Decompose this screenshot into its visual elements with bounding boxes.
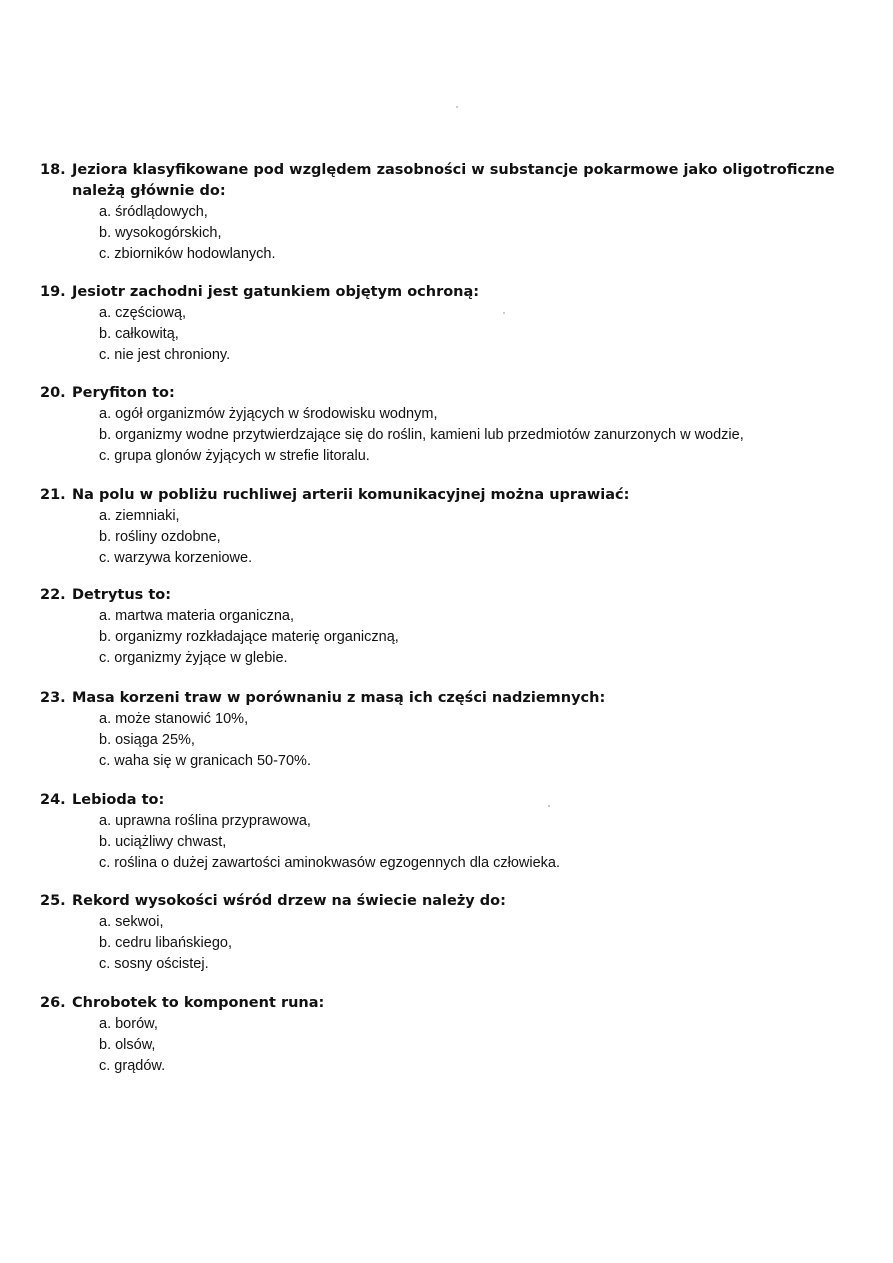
question-heading [40,383,860,404]
question-text: Detrytus to: [72,587,172,603]
answer-list [40,811,860,874]
answer-b: b. całkowitą, [99,326,179,342]
answer-c: c. grądów. [99,1058,166,1074]
question-heading [40,993,860,1014]
question-number: 19. [40,284,66,300]
answer-a: a. sekwoi, [99,914,164,930]
answer-c: c. waha się w granicach 50-70%. [99,753,311,769]
answer-b: b. olsów, [99,1037,156,1053]
question-text: Rekord wysokości wśród drzew na świecie należy do: [72,893,506,909]
question-text: Lebioda to: [72,792,165,808]
answer-list [40,912,860,975]
question-number: 22. [40,587,66,603]
answer-b: b. rośliny ozdobne, [99,529,221,545]
question-heading [40,688,860,709]
answer-c: c. organizmy żyjące w glebie. [99,650,288,666]
answer-a: a. może stanowić 10%, [99,711,249,727]
question-text: Jesiotr zachodni jest gatunkiem objętym ochroną: [72,284,480,300]
scan-speck [456,106,458,108]
answer-list [40,709,860,772]
answer-b: b. organizmy rozkładające materię organiczną, [99,629,399,645]
question-heading [40,585,860,606]
question-22 [40,585,860,669]
question-number: 24. [40,792,66,808]
question-18 [40,160,860,265]
question-heading [40,160,860,202]
answer-c: c. warzywa korzeniowe. [99,550,253,566]
question-25 [40,891,860,975]
answer-b: b. organizmy wodne przytwierdzające się do roślin, kamieni lub przedmiotów zanurzonych w wodzie, [99,427,744,443]
question-number: 26. [40,995,66,1011]
answer-a: a. częściową, [99,305,187,321]
answer-a: a. uprawna roślina przyprawowa, [99,813,311,829]
answer-b: b. wysokogórskich, [99,225,222,241]
answer-a: a. martwa materia organiczna, [99,608,295,624]
answer-list [40,303,860,366]
question-number: 18. [40,162,66,178]
question-number: 23. [40,690,66,706]
question-23 [40,688,860,772]
question-24 [40,790,860,874]
answer-list [40,202,860,265]
question-text: Jeziora klasyfikowane pod względem zasobności w substancje pokarmowe jako oligotroficzne należą głównie do: [72,162,835,199]
answer-list [40,606,860,669]
answer-list [40,404,860,467]
answer-list [40,1014,860,1077]
question-number: 20. [40,385,66,401]
question-number: 25. [40,893,66,909]
question-20 [40,383,860,467]
answer-c: c. nie jest chroniony. [99,347,231,363]
question-text: Na polu w pobliżu ruchliwej arterii komunikacyjnej można uprawiać: [72,487,630,503]
answer-b: b. osiąga 25%, [99,732,195,748]
question-26 [40,993,860,1077]
answer-b: b. uciążliwy chwast, [99,834,227,850]
answer-c: c. sosny ościstej. [99,956,209,972]
answer-a: a. śródlądowych, [99,204,208,220]
answer-a: a. ziemniaki, [99,508,180,524]
answer-c: c. grupa glonów żyjących w strefie litoralu. [99,448,370,464]
question-heading [40,485,860,506]
answer-list [40,506,860,569]
answer-a: a. ogół organizmów żyjących w środowisku wodnym, [99,406,438,422]
question-text: Masa korzeni traw w porównaniu z masą ich części nadziemnych: [72,690,606,706]
answer-c: c. zbiorników hodowlanych. [99,246,276,262]
answer-c: c. roślina o dużej zawartości aminokwasów egzogennych dla człowieka. [99,855,561,871]
answer-a: a. borów, [99,1016,158,1032]
question-text: Chrobotek to komponent runa: [72,995,325,1011]
question-heading [40,282,860,303]
question-21 [40,485,860,569]
answer-b: b. cedru libańskiego, [99,935,232,951]
question-text: Peryfiton to: [72,385,175,401]
question-19 [40,282,860,366]
question-heading [40,790,860,811]
question-heading [40,891,860,912]
question-number: 21. [40,487,66,503]
